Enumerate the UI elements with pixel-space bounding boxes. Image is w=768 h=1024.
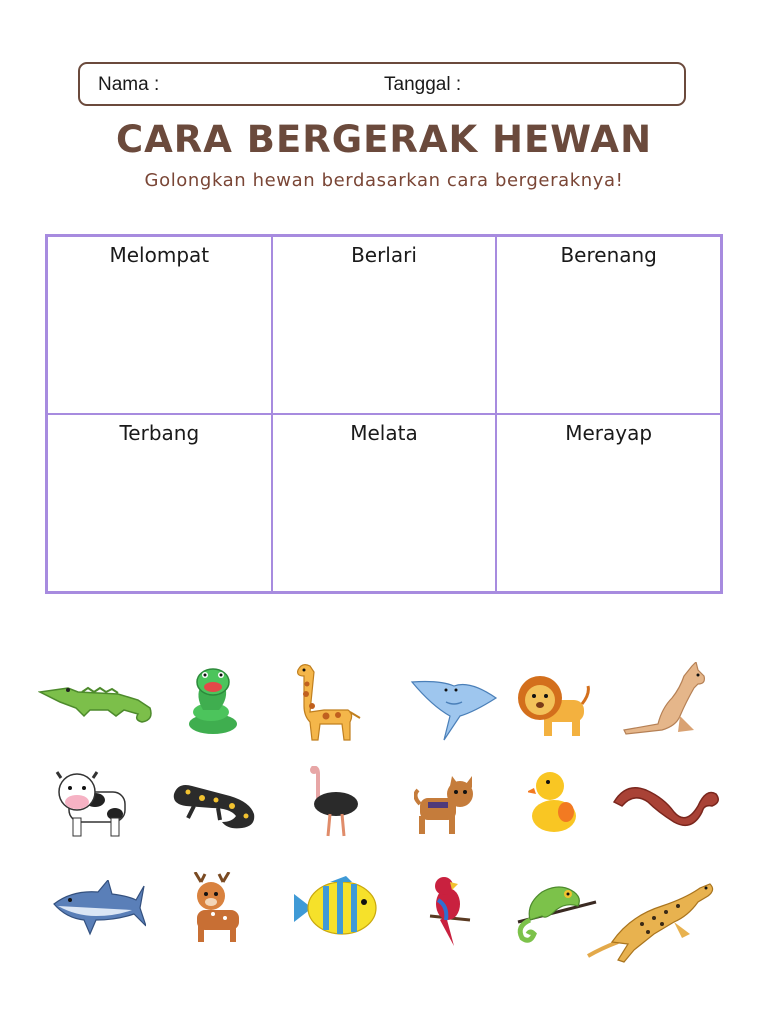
category-run: Berlari [272,236,497,414]
snake-icon [185,666,241,736]
parrot-icon [426,876,474,948]
category-slither: Melata [272,414,497,592]
category-swim: Berenang [496,236,721,414]
fish-icon [292,876,384,942]
cheetah-icon [582,876,718,968]
cat-icon [414,776,476,838]
giraffe-icon [290,660,362,742]
worm-icon [612,776,722,830]
category-fly: Terbang [47,414,272,592]
page-title: CARA BERGERAK HEWAN [115,118,653,161]
name-label: Nama : [98,74,160,95]
category-grid [45,234,723,594]
lion-icon [516,674,590,738]
cow-icon [55,770,129,838]
category-jump: Melompat [47,236,272,414]
duck-icon [528,768,580,836]
crocodile-icon [38,678,156,730]
kangaroo-icon [622,662,710,736]
stingray-icon [410,676,500,742]
deer-icon [183,872,245,944]
ostrich-icon [302,766,362,838]
name-date-box [78,62,686,106]
date-label: Tanggal : [384,74,462,95]
shark-icon [52,880,146,938]
category-crawl: Merayap [496,414,721,592]
salamander-icon [170,778,260,834]
page-subtitle: Golongkan hewan berdasarkan cara bergeraknya! [144,170,624,191]
